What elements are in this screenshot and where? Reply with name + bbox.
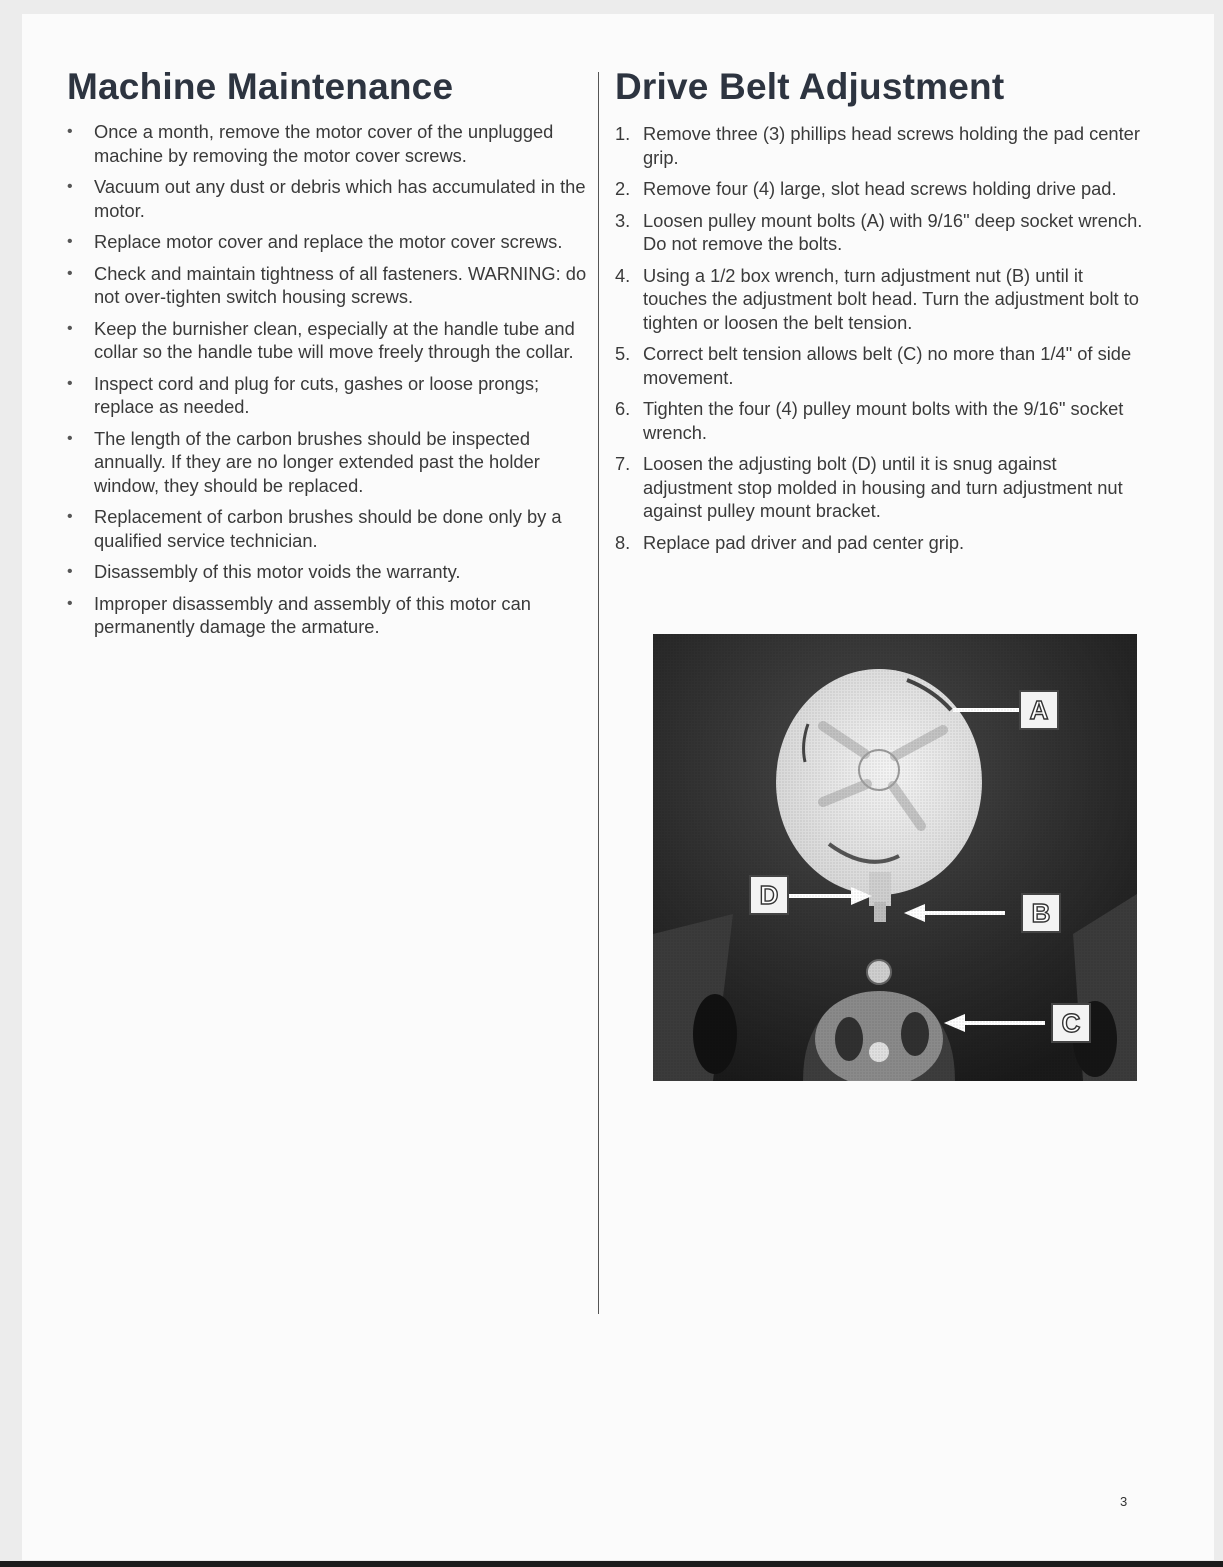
maintenance-bullet-list [67, 120, 592, 647]
step-item [615, 209, 1145, 256]
drive-belt-photo [653, 634, 1137, 1081]
bullet-item: • The length of the carbon brushes should be inspected annually. If they are no longer extended past the holder window, they should be replaced. [67, 427, 592, 498]
step-number: 7. [615, 453, 631, 474]
step-item [615, 264, 1145, 335]
callout-a: A [1019, 690, 1059, 730]
step-item [615, 452, 1145, 523]
step-text: Replace pad driver and pad center grip. [643, 531, 965, 553]
bullet-item: • Vacuum out any dust or debris which has accumulated in the motor. [67, 175, 592, 222]
step-number: 1. [615, 123, 631, 144]
column-divider [598, 72, 599, 1314]
step-number: 5. [615, 343, 631, 364]
drive-belt-adjustment-heading: Drive Belt Adjustment [615, 66, 1005, 107]
bullet-item: • Once a month, remove the motor cover of the unplugged machine by removing the motor cover screws. [67, 120, 592, 167]
step-number: 4. [615, 264, 631, 286]
step-number: 6. [615, 398, 631, 419]
callout-d: D [749, 875, 789, 915]
adjustment-steps-list [615, 122, 1145, 562]
step-number: 8. [615, 531, 631, 553]
step-text: Using a 1/2 box wrench, turn adjustment nut (B) until it touches the adjustment bolt head. Turn the adjustment bolt to tighten or loosen the belt tension. [643, 264, 1139, 333]
step-number: 2. [615, 178, 631, 199]
bullet-item: • Inspect cord and plug for cuts, gashes or loose prongs; replace as needed. [67, 372, 592, 419]
scan-edge [0, 1561, 1223, 1567]
step-text: Correct belt tension allows belt (C) no more than 1/4" of side movement. [643, 343, 1132, 388]
bullet-item: • Improper disassembly and assembly of this motor can permanently damage the armature. [67, 592, 592, 639]
step-text: Loosen the adjusting bolt (D) until it is snug against adjustment stop molded in housing and turn adjustment nut against pulley mount bracket. [643, 453, 1123, 521]
bullet-item: • Replacement of carbon brushes should be done only by a qualified service technician. [67, 505, 592, 552]
step-item [615, 122, 1145, 169]
step-text: Remove four (4) large, slot head screws holding drive pad. [643, 178, 1117, 199]
bullet-item: • Keep the burnisher clean, especially at the handle tube and collar so the handle tube will move freely through the collar. [67, 317, 592, 364]
step-item [615, 397, 1145, 444]
page-number: 3 [1120, 1494, 1128, 1509]
step-number: 3. [615, 209, 631, 231]
bullet-item: • Replace motor cover and replace the motor cover screws. [67, 230, 592, 254]
step-item [615, 342, 1145, 389]
step-item [615, 177, 1145, 201]
bullet-item: • Disassembly of this motor voids the warranty. [67, 560, 592, 584]
callout-c: C [1051, 1003, 1091, 1043]
callout-b: B [1021, 893, 1061, 933]
bullet-item: • Check and maintain tightness of all fasteners. WARNING: do not over-tighten switch housing screws. [67, 262, 592, 309]
step-text: Remove three (3) phillips head screws holding the pad center grip. [643, 123, 1140, 168]
step-text: Tighten the four (4) pulley mount bolts with the 9/16" socket wrench. [643, 398, 1124, 443]
step-text: Loosen pulley mount bolts (A) with 9/16" deep socket wrench. [643, 209, 1143, 231]
document-page [22, 14, 1214, 1560]
machine-maintenance-heading: Machine Maintenance [67, 66, 454, 107]
step-item [615, 531, 1145, 555]
step-note: Do not remove the bolts. [643, 233, 843, 254]
